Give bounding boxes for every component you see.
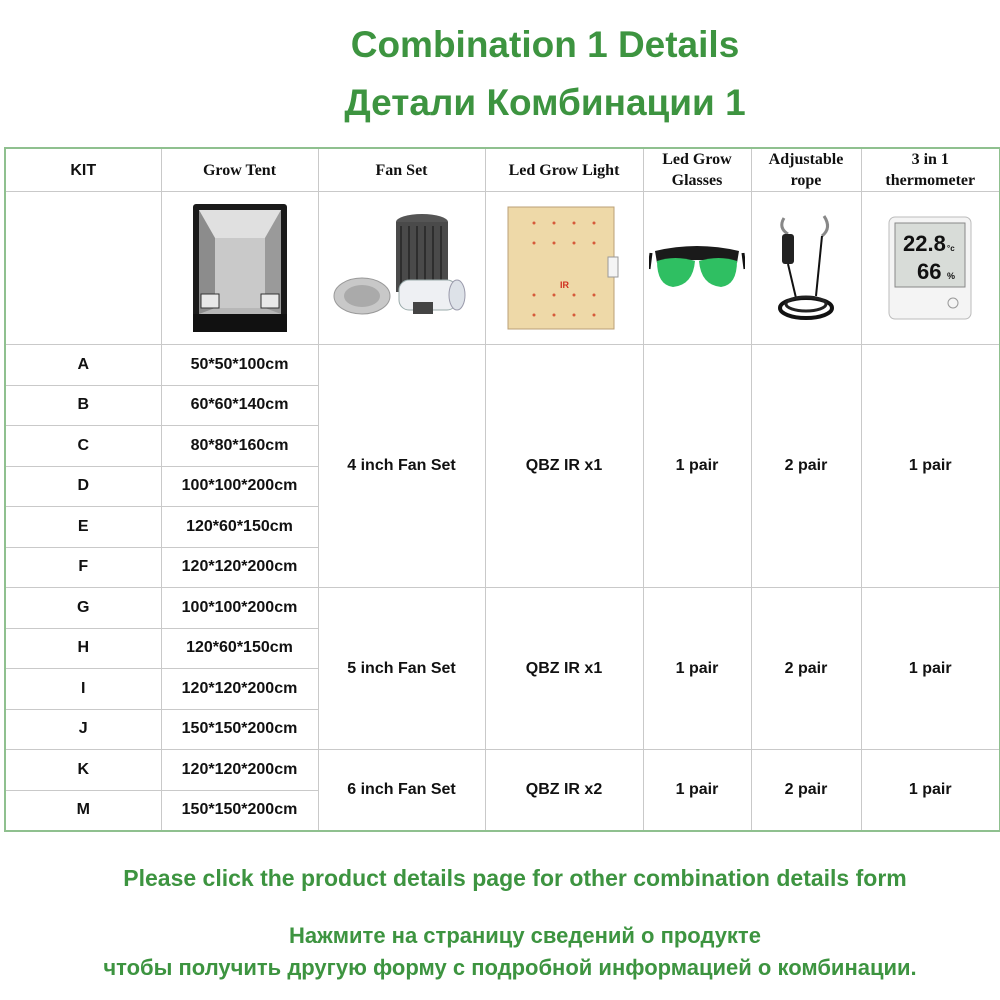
kit-cell: K (5, 750, 161, 791)
thermometer-cell: 1 pair (861, 588, 1000, 750)
thermometer-cell: 1 pair (861, 750, 1000, 832)
rope-cell: 2 pair (751, 750, 861, 832)
page-title-english: Combination 1 Details (350, 24, 740, 65)
light-ir-label: IR (560, 280, 569, 290)
combination-table (4, 147, 1000, 832)
header-row (5, 148, 1000, 192)
tent-size-cell: 120*60*150cm (161, 507, 318, 548)
thermo-humidity-unit: % (947, 271, 956, 281)
fan-set-image (318, 192, 485, 345)
fan-set-cell: 6 inch Fan Set (318, 750, 485, 832)
kit-cell: C (5, 426, 161, 467)
footer-note-russian-line1: Нажмите на страницу сведений о продукте (289, 923, 761, 948)
tent-size-cell: 80*80*160cm (161, 426, 318, 467)
kit-cell: H (5, 628, 161, 669)
tent-size-cell: 100*100*200cm (161, 588, 318, 629)
page-title-russian: Детали Комбинации 1 (344, 82, 746, 123)
image-row (5, 192, 1000, 345)
led-light-cell: QBZ IR x1 (485, 588, 643, 750)
thermometer-image (861, 192, 1000, 345)
thermometer-cell: 1 pair (861, 345, 1000, 588)
thermo-temp-unit: °c (947, 244, 955, 253)
tent-size-cell: 120*120*200cm (161, 669, 318, 710)
footer-note-russian-line2: чтобы получить другую форму с подробной информацией о комбинации. (103, 955, 917, 980)
header-grow-tent: Grow Tent (161, 148, 318, 192)
kit-cell: J (5, 709, 161, 750)
table-row (5, 588, 1000, 629)
thermo-temp-readout: 22.8 (903, 231, 947, 256)
grow-tent-image (161, 192, 318, 345)
fan-set-cell: 4 inch Fan Set (318, 345, 485, 588)
rope-image (751, 192, 861, 345)
header-rope: Adjustable rope (751, 148, 861, 192)
glasses-cell: 1 pair (643, 750, 751, 832)
footer-note-english: Please click the product details page for other combination details form (123, 865, 907, 891)
kit-cell: E (5, 507, 161, 548)
led-light-image (485, 192, 643, 345)
kit-cell: B (5, 385, 161, 426)
table-row (5, 750, 1000, 791)
tent-size-cell: 120*60*150cm (161, 628, 318, 669)
kit-cell: I (5, 669, 161, 710)
rope-cell: 2 pair (751, 345, 861, 588)
kit-cell: G (5, 588, 161, 629)
kit-cell: A (5, 345, 161, 386)
fan-set-cell: 5 inch Fan Set (318, 588, 485, 750)
empty-cell (5, 192, 161, 345)
header-thermometer: 3 in 1 thermometer (861, 148, 1000, 192)
header-led-light: Led Grow Light (485, 148, 643, 192)
tent-size-cell: 120*120*200cm (161, 750, 318, 791)
header-kit: KIT (5, 148, 161, 192)
led-light-cell: QBZ IR x2 (485, 750, 643, 832)
tent-size-cell: 60*60*140cm (161, 385, 318, 426)
rope-cell: 2 pair (751, 588, 861, 750)
header-glasses: Led Grow Glasses (643, 148, 751, 192)
table-row (5, 345, 1000, 386)
tent-size-cell: 120*120*200cm (161, 547, 318, 588)
kit-cell: F (5, 547, 161, 588)
led-light-cell: QBZ IR x1 (485, 345, 643, 588)
thermo-humidity-readout: 66 (917, 259, 942, 284)
tent-size-cell: 150*150*200cm (161, 709, 318, 750)
header-fan-set: Fan Set (318, 148, 485, 192)
tent-size-cell: 150*150*200cm (161, 790, 318, 831)
glasses-image (643, 192, 751, 345)
tent-size-cell: 100*100*200cm (161, 466, 318, 507)
kit-cell: D (5, 466, 161, 507)
glasses-cell: 1 pair (643, 345, 751, 588)
kit-cell: M (5, 790, 161, 831)
tent-size-cell: 50*50*100cm (161, 345, 318, 386)
glasses-cell: 1 pair (643, 588, 751, 750)
